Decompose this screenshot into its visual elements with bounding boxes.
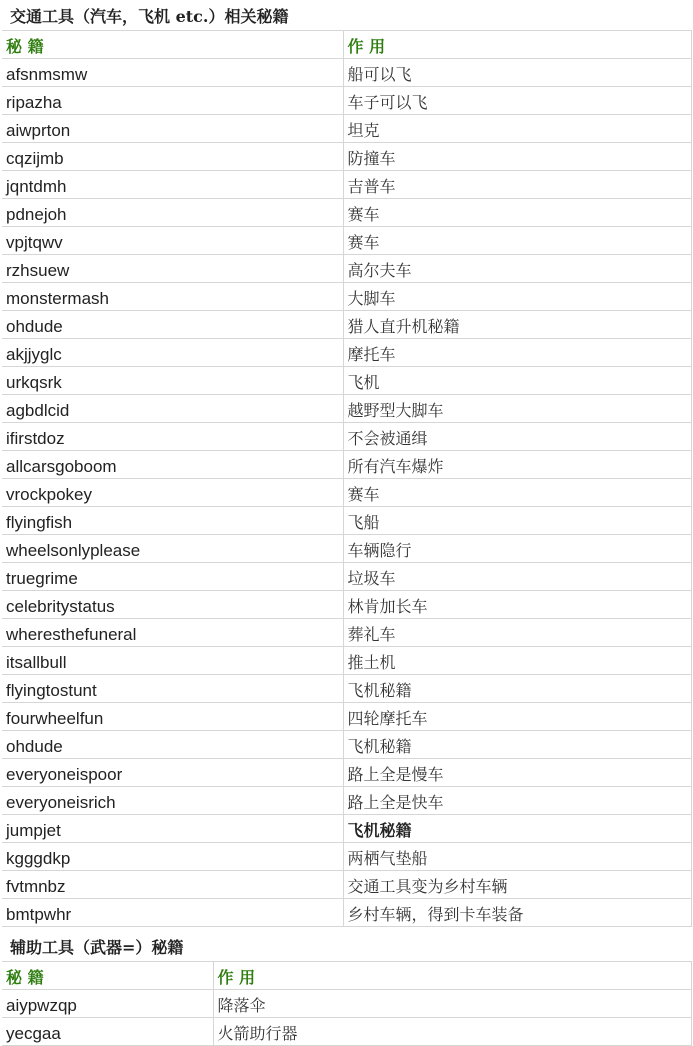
table-row bbox=[2, 591, 691, 619]
cheat-effect: 葬礼车 bbox=[343, 619, 691, 647]
table-row bbox=[2, 843, 691, 871]
cheat-effect: 所有汽车爆炸 bbox=[343, 451, 691, 479]
header-effect: 作 用 bbox=[343, 31, 691, 59]
table-row bbox=[2, 990, 691, 1018]
cheat-code: vpjtqwv bbox=[2, 227, 343, 255]
cheat-code: yecgaa bbox=[2, 1018, 213, 1046]
cheat-effect: 不会被通缉 bbox=[343, 423, 691, 451]
cheat-code: celebritystatus bbox=[2, 591, 343, 619]
table-row bbox=[2, 395, 691, 423]
cheat-code: aiypwzqp bbox=[2, 990, 213, 1018]
cheat-effect: 两栖气垫船 bbox=[343, 843, 691, 871]
cheat-effect: 路上全是快车 bbox=[343, 787, 691, 815]
cheat-effect: 火箭助行器 bbox=[213, 1018, 691, 1046]
vehicle-cheats-title: 交通工具（汽车，飞机 etc.）相关秘籍 bbox=[10, 7, 289, 26]
cheat-code: everyoneisrich bbox=[2, 787, 343, 815]
cheat-code: wheelsonlyplease bbox=[2, 535, 343, 563]
cheat-effect: 防撞车 bbox=[343, 143, 691, 171]
table-row bbox=[2, 59, 691, 87]
cheat-effect: 飞机秘籍 bbox=[343, 731, 691, 759]
table-row bbox=[2, 367, 691, 395]
table-row bbox=[2, 311, 691, 339]
support-cheats-table bbox=[2, 961, 692, 1046]
cheat-code: vrockpokey bbox=[2, 479, 343, 507]
cheat-effect: 交通工具变为乡村车辆 bbox=[343, 871, 691, 899]
cheat-code: wheresthefuneral bbox=[2, 619, 343, 647]
table-row bbox=[2, 535, 691, 563]
cheat-effect: 飞机秘籍 bbox=[343, 815, 691, 843]
cheat-code: pdnejoh bbox=[2, 199, 343, 227]
cheat-effect: 大脚车 bbox=[343, 283, 691, 311]
table-row bbox=[2, 563, 691, 591]
table-row bbox=[2, 759, 691, 787]
cheat-code: truegrime bbox=[2, 563, 343, 591]
cheat-code: ripazha bbox=[2, 87, 343, 115]
table-row bbox=[2, 227, 691, 255]
table-row bbox=[2, 479, 691, 507]
table-row bbox=[2, 283, 691, 311]
cheat-code: ifirstdoz bbox=[2, 423, 343, 451]
cheat-code: cqzijmb bbox=[2, 143, 343, 171]
cheat-effect: 推土机 bbox=[343, 647, 691, 675]
cheat-code: flyingfish bbox=[2, 507, 343, 535]
cheat-effect: 摩托车 bbox=[343, 339, 691, 367]
cheat-effect: 垃圾车 bbox=[343, 563, 691, 591]
table-header bbox=[2, 31, 691, 59]
table-row bbox=[2, 143, 691, 171]
cheat-code: flyingtostunt bbox=[2, 675, 343, 703]
cheat-effect: 飞机 bbox=[343, 367, 691, 395]
cheat-effect: 赛车 bbox=[343, 479, 691, 507]
cheat-code: kgggdkp bbox=[2, 843, 343, 871]
table-row bbox=[2, 115, 691, 143]
cheat-effect: 赛车 bbox=[343, 227, 691, 255]
header-cheat-code: 秘 籍 bbox=[2, 31, 343, 59]
table-row bbox=[2, 507, 691, 535]
table-row bbox=[2, 675, 691, 703]
table-row bbox=[2, 647, 691, 675]
table-row bbox=[2, 815, 691, 843]
cheat-effect: 高尔夫车 bbox=[343, 255, 691, 283]
cheat-code: fourwheelfun bbox=[2, 703, 343, 731]
cheat-effect: 赛车 bbox=[343, 199, 691, 227]
table-row bbox=[2, 423, 691, 451]
cheat-code: jqntdmh bbox=[2, 171, 343, 199]
cheat-effect: 路上全是慢车 bbox=[343, 759, 691, 787]
table-row bbox=[2, 871, 691, 899]
cheat-effect: 乡村车辆，得到卡车装备 bbox=[343, 899, 691, 927]
cheat-effect: 猎人直升机秘籍 bbox=[343, 311, 691, 339]
cheat-code: itsallbull bbox=[2, 647, 343, 675]
table-row bbox=[2, 339, 691, 367]
cheat-effect: 飞船 bbox=[343, 507, 691, 535]
cheat-code: afsnmsmw bbox=[2, 59, 343, 87]
cheat-effect: 越野型大脚车 bbox=[343, 395, 691, 423]
table-row bbox=[2, 1018, 691, 1046]
cheat-effect: 车辆隐行 bbox=[343, 535, 691, 563]
cheat-code: rzhsuew bbox=[2, 255, 343, 283]
cheat-code: monstermash bbox=[2, 283, 343, 311]
cheat-code: allcarsgoboom bbox=[2, 451, 343, 479]
cheat-code: agbdlcid bbox=[2, 395, 343, 423]
cheat-code: bmtpwhr bbox=[2, 899, 343, 927]
cheat-effect: 吉普车 bbox=[343, 171, 691, 199]
table-header bbox=[2, 962, 691, 990]
header-cheat-code: 秘 籍 bbox=[2, 962, 213, 990]
cheat-code: urkqsrk bbox=[2, 367, 343, 395]
cheat-code: jumpjet bbox=[2, 815, 343, 843]
table-row bbox=[2, 171, 691, 199]
cheat-effect: 飞机秘籍 bbox=[343, 675, 691, 703]
cheat-effect: 降落伞 bbox=[213, 990, 691, 1018]
table-row bbox=[2, 731, 691, 759]
cheat-code: aiwprton bbox=[2, 115, 343, 143]
vehicle-cheats-table bbox=[2, 30, 692, 927]
header-effect: 作 用 bbox=[213, 962, 691, 990]
support-cheats-title: 辅助工具（武器=）秘籍 bbox=[10, 938, 184, 957]
cheat-code: ohdude bbox=[2, 731, 343, 759]
cheat-effect: 坦克 bbox=[343, 115, 691, 143]
table-row bbox=[2, 899, 691, 927]
cheat-code: fvtmnbz bbox=[2, 871, 343, 899]
table-row bbox=[2, 199, 691, 227]
table-row bbox=[2, 255, 691, 283]
table-row bbox=[2, 87, 691, 115]
cheat-code: akjjyglc bbox=[2, 339, 343, 367]
table-row bbox=[2, 619, 691, 647]
cheat-code: everyoneispoor bbox=[2, 759, 343, 787]
table-row bbox=[2, 451, 691, 479]
cheat-code: ohdude bbox=[2, 311, 343, 339]
cheat-effect: 车子可以飞 bbox=[343, 87, 691, 115]
table-row bbox=[2, 703, 691, 731]
cheat-effect: 林肯加长车 bbox=[343, 591, 691, 619]
cheat-effect: 四轮摩托车 bbox=[343, 703, 691, 731]
cheat-effect: 船可以飞 bbox=[343, 59, 691, 87]
table-row bbox=[2, 787, 691, 815]
